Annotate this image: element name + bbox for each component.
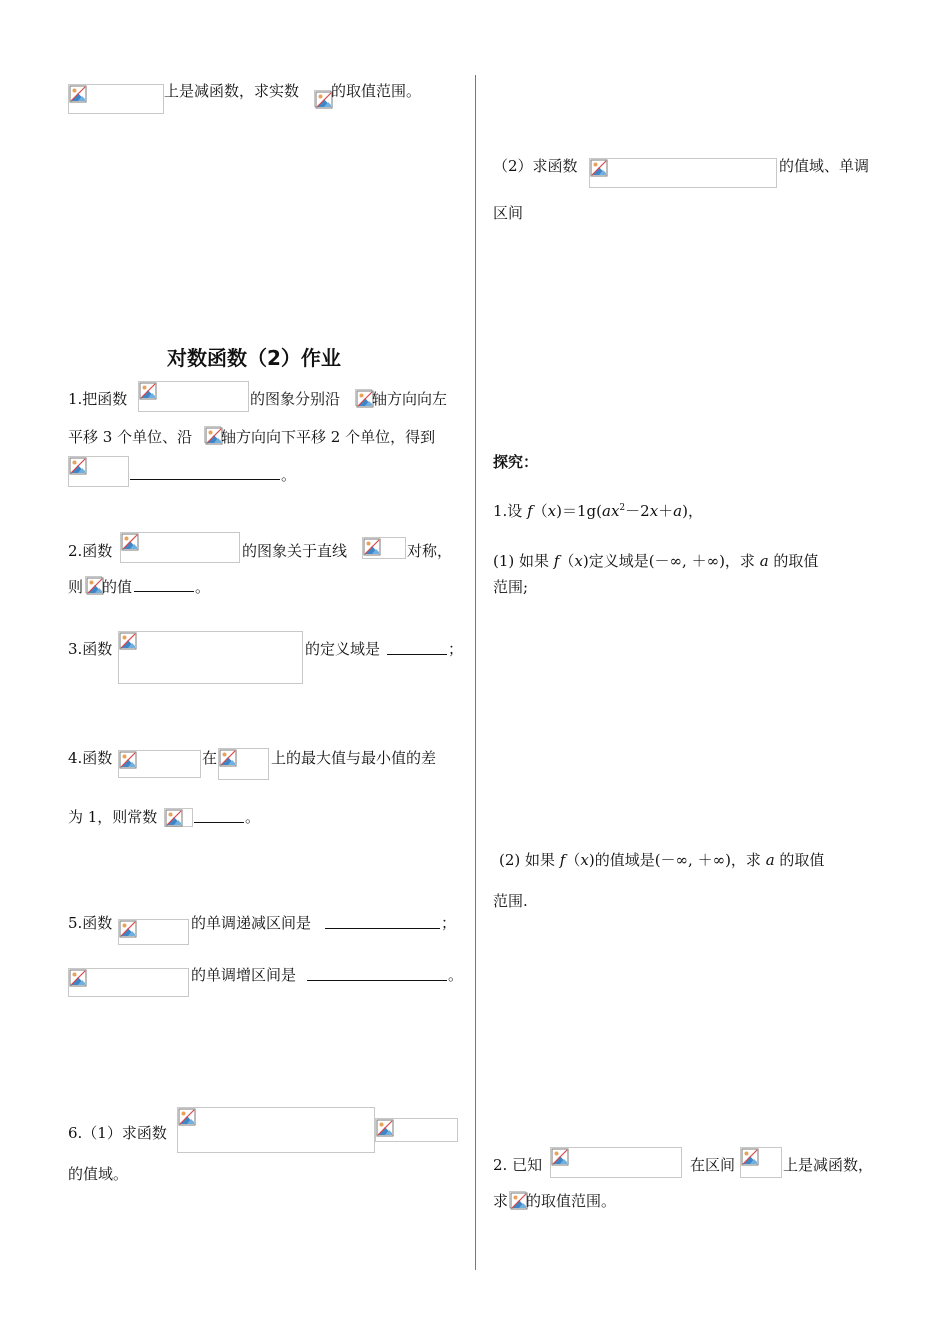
- formula-image: [362, 537, 406, 559]
- formula-image: [164, 808, 193, 827]
- text: 的定义域是: [305, 640, 381, 658]
- text: 轴方向向下平移 2 个单位，得到: [221, 428, 436, 446]
- text: 。: [448, 966, 464, 984]
- broken-image-icon: [551, 1148, 569, 1166]
- answer-blank: [194, 808, 244, 823]
- text: ；: [441, 914, 457, 932]
- broken-image-icon: [590, 159, 608, 177]
- broken-image-icon: [139, 382, 157, 400]
- formula-image: [118, 919, 189, 945]
- formula-image: [68, 84, 164, 114]
- text: 的单调递减区间是: [191, 914, 312, 932]
- formula-image: [509, 1191, 526, 1208]
- text: 的值域、单调: [779, 157, 870, 175]
- text: 。: [245, 808, 261, 826]
- text: 的取值范围。: [331, 82, 422, 100]
- formula-image: [314, 90, 331, 107]
- question-3: 3.函数: [68, 640, 113, 658]
- text: 上是减函数，求实数: [164, 82, 300, 100]
- formula-image: [550, 1147, 682, 1178]
- text: 的图象关于直线: [242, 542, 348, 560]
- formula-image: [589, 158, 777, 188]
- formula-image: [355, 389, 372, 406]
- text: 的值: [102, 578, 133, 596]
- text: 求: [493, 1192, 509, 1210]
- text: 。: [195, 578, 211, 596]
- question-6-part-2: （2）求函数: [493, 157, 578, 175]
- text: 的取值范围。: [526, 1192, 617, 1210]
- text: 对称，: [407, 542, 453, 560]
- broken-image-icon: [69, 457, 87, 475]
- answer-blank: [307, 966, 447, 981]
- answer-blank: [387, 640, 447, 655]
- broken-image-icon: [741, 1148, 759, 1166]
- answer-blank: [134, 577, 194, 592]
- text: 的值域。: [68, 1165, 129, 1183]
- question-6: 6.（1）求函数: [68, 1124, 167, 1142]
- text: 平移 3 个单位、沿: [68, 428, 193, 446]
- text: 则: [68, 578, 84, 596]
- formula-image: [740, 1147, 782, 1178]
- formula-image: [68, 968, 189, 997]
- formula-image: [118, 631, 303, 684]
- formula-image: [138, 381, 249, 412]
- broken-image-icon: [119, 632, 137, 650]
- text: ；: [448, 640, 464, 658]
- formula-image: [120, 532, 240, 563]
- text: 区间: [493, 204, 524, 222]
- column-divider: [475, 75, 476, 1270]
- text: 在区间: [690, 1156, 736, 1174]
- broken-image-icon: [119, 751, 137, 769]
- explore-part-2: (2) 如果 f（x)的值域是(－∞, ＋∞)，求 a 的取值: [499, 851, 825, 869]
- question-1: 1.把函数: [68, 390, 128, 408]
- formula-image: [85, 576, 102, 593]
- broken-image-icon: [219, 749, 237, 767]
- explore-heading: 探究：: [493, 453, 539, 471]
- text: 。: [281, 466, 297, 484]
- text: 上是减函数，: [783, 1156, 874, 1174]
- formula-image: [218, 748, 269, 780]
- broken-image-icon: [119, 920, 137, 938]
- broken-image-icon: [363, 538, 381, 556]
- text: 轴方向向左: [372, 390, 448, 408]
- broken-image-icon: [69, 85, 87, 103]
- text: 在: [202, 749, 218, 767]
- text: 为 1，则常数: [68, 808, 158, 826]
- text: 范围;: [493, 578, 529, 596]
- question-2: 2.函数: [68, 542, 113, 560]
- formula-image: [375, 1118, 458, 1142]
- explore-question-2: 2. 已知: [493, 1156, 543, 1174]
- text: 的单调增区间是: [191, 966, 297, 984]
- broken-image-icon: [376, 1119, 394, 1137]
- broken-image-icon: [69, 969, 87, 987]
- question-4: 4.函数: [68, 749, 113, 767]
- formula-image: [204, 426, 221, 443]
- explore-question-1: 1.设 $f(x)=1g(ax^2-2x+a)$，: [493, 502, 703, 520]
- broken-image-icon: [178, 1108, 196, 1126]
- broken-image-icon: [121, 533, 139, 551]
- answer-blank: [325, 914, 440, 929]
- text: 范围.: [493, 892, 528, 910]
- answer-blank: [130, 465, 280, 480]
- page-title: 对数函数（2）作业: [167, 346, 341, 370]
- question-5: 5.函数: [68, 914, 113, 932]
- formula-image: [68, 456, 129, 487]
- formula-image: [177, 1107, 375, 1153]
- broken-image-icon: [165, 809, 183, 827]
- formula-image: [118, 750, 201, 778]
- explore-part-1: (1) 如果 f（x)定义域是(－∞, ＋∞)，求 a 的取值: [493, 552, 819, 570]
- text: 上的最大值与最小值的差: [271, 749, 437, 767]
- text: 的图象分别沿: [250, 390, 341, 408]
